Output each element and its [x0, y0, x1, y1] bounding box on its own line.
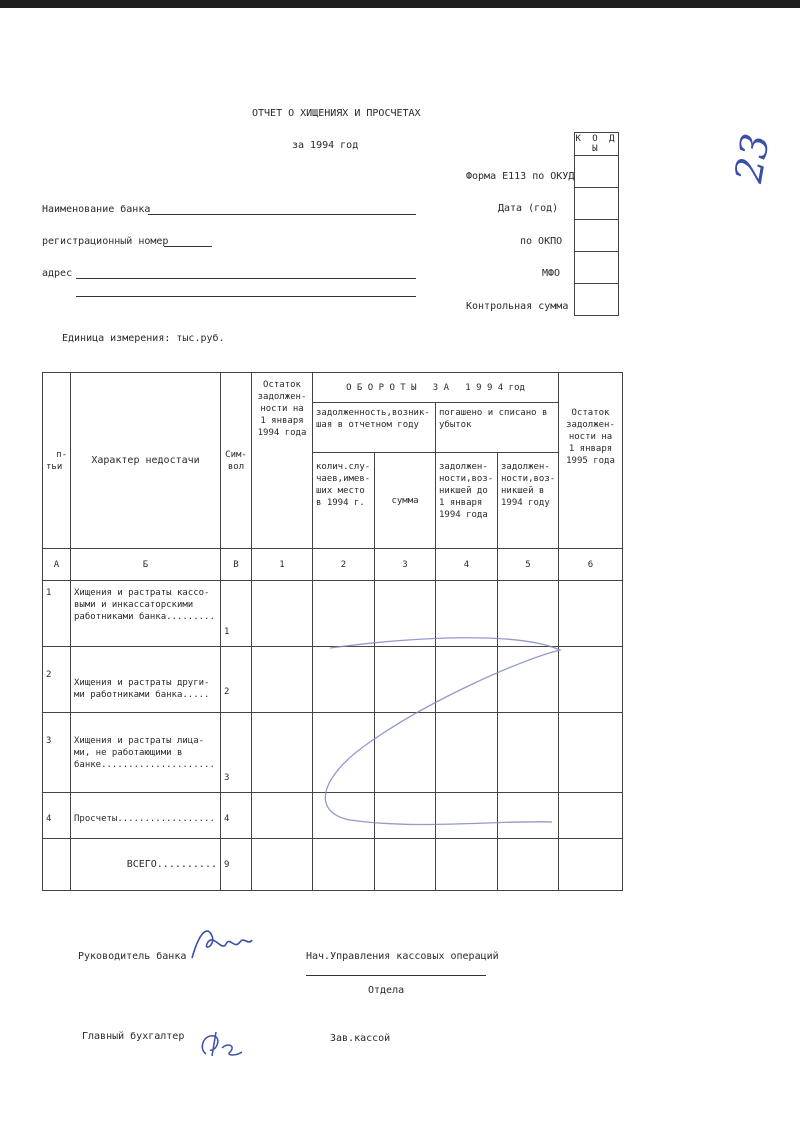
index-6: 6	[559, 549, 623, 581]
table-row	[43, 647, 623, 713]
code-label-form: Форма Е113 по ОКУД	[466, 171, 575, 182]
table-row	[43, 713, 623, 793]
row-number: 1	[43, 581, 71, 647]
col-cases-header: колич.слу- чаев,имев- ших место в 1994 г.	[313, 453, 375, 549]
index-2: 2	[313, 549, 375, 581]
col-remainder-start-header: Остаток задолжен- ности на 1 января 1994 года	[252, 373, 313, 549]
chief-accountant-signature-icon	[196, 1026, 246, 1062]
bank-head-signature-icon	[186, 922, 256, 964]
col-number-header: п- тьи	[43, 373, 71, 549]
col-repaid-header: погашено и списано в убыток	[436, 403, 559, 453]
cash-head-line	[306, 975, 486, 976]
scan-top-edge	[0, 0, 800, 8]
index-v: В	[221, 549, 252, 581]
codes-table	[574, 132, 619, 316]
unit-label: Единица измерения: тыс.руб.	[62, 333, 225, 344]
code-value-form	[575, 156, 619, 188]
col-sum-header: сумма	[375, 453, 436, 549]
row-symbol: 1	[221, 581, 252, 647]
address-line-1	[76, 278, 416, 279]
report-period: за 1994 год	[292, 140, 359, 151]
row-description: Просчеты..................	[71, 793, 221, 839]
chief-accountant-label: Главный бухгалтер	[82, 1031, 185, 1042]
cash-head-label: Нач.Управления кассовых операций	[306, 951, 499, 962]
page-number-handwritten: 23	[726, 130, 779, 186]
code-label-date: Дата (год)	[498, 203, 559, 214]
row-number: 2	[43, 647, 71, 713]
index-3: 3	[375, 549, 436, 581]
index-1: 1	[252, 549, 313, 581]
bank-name-line	[148, 214, 416, 215]
code-label-mfo: МФО	[542, 268, 561, 279]
code-value-mfo	[575, 252, 619, 284]
code-label-checksum: Контрольная сумма	[466, 301, 569, 312]
bank-name-label: Наименование банка	[42, 204, 151, 215]
row-number: 4	[43, 793, 71, 839]
bank-head-label: Руководитель банка	[78, 951, 187, 962]
codes-header: К О Д Ы	[575, 134, 618, 154]
report-title: ОТЧЕТ О ХИЩЕНИЯХ И ПРОСЧЕТАХ	[252, 108, 421, 119]
address-line-2	[76, 296, 416, 297]
code-value-date	[575, 188, 619, 220]
col-debt-arisen-header: задолженность,возник- шая в отчетном году	[313, 403, 436, 453]
index-5: 5	[498, 549, 559, 581]
col-debt-in-header: задолжен- ности,воз- никшей в 1994 году	[498, 453, 559, 549]
table-row	[43, 793, 623, 839]
reg-number-line	[164, 246, 212, 247]
cashier-head-label: Зав.кассой	[330, 1033, 391, 1044]
row-description: Хищения и растраты лица- ми, не работающими в банке.....................	[71, 713, 221, 793]
col-turnover-header: О Б О Р О Т Ы З А 1 9 9 4 год	[313, 373, 559, 403]
col-symbol-header: Сим- вол	[221, 373, 252, 549]
department-label: Отдела	[368, 985, 405, 996]
address-label: адрес	[42, 268, 73, 279]
code-label-okpo: по ОКПО	[520, 236, 563, 247]
total-label: ВСЕГО..........	[71, 839, 221, 891]
table-row	[43, 581, 623, 647]
row-description: Хищения и растраты кассо- выми и инкассаторскими работниками банка.........	[71, 581, 221, 647]
reg-number-label: регистрационный номер	[42, 236, 169, 247]
code-value-okpo	[575, 220, 619, 252]
index-4: 4	[436, 549, 498, 581]
index-a: А	[43, 549, 71, 581]
row-symbol: 3	[221, 713, 252, 793]
row-number: 3	[43, 713, 71, 793]
row-symbol: 2	[221, 647, 252, 713]
table-total-row	[43, 839, 623, 891]
shortage-table	[42, 372, 623, 891]
row-symbol: 4	[221, 793, 252, 839]
row-description: Хищения и растраты други- ми работниками банка.....	[71, 647, 221, 713]
total-symbol: 9	[221, 839, 252, 891]
col-debt-before-header: задолжен- ности,воз- никшей до 1 января 1994 года	[436, 453, 498, 549]
index-b: Б	[71, 549, 221, 581]
code-value-checksum	[575, 284, 619, 316]
col-character-header: Характер недостачи	[71, 373, 221, 549]
col-remainder-end-header: Остаток задолжен- ности на 1 января 1995 года	[559, 373, 623, 549]
